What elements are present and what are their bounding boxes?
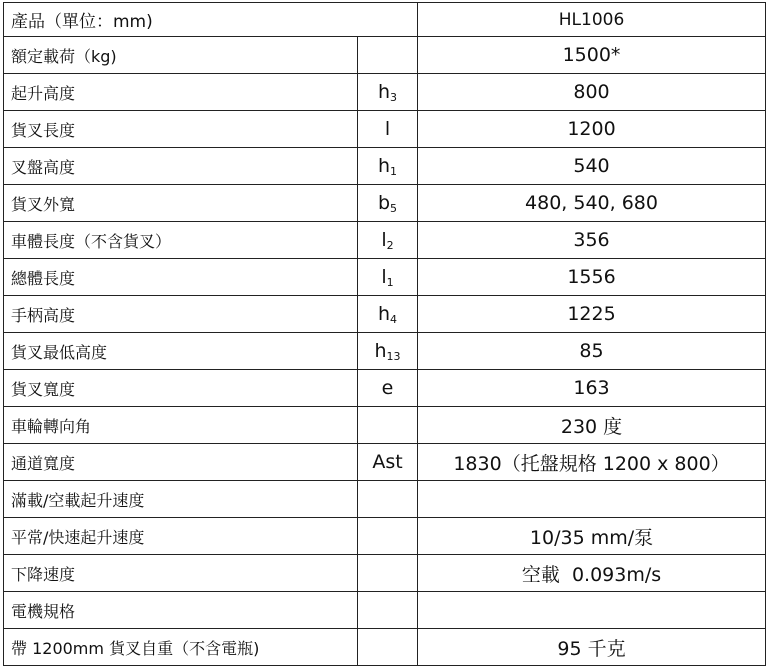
row-symbol xyxy=(358,518,418,555)
row-value xyxy=(418,481,766,518)
row-label: 起升高度 xyxy=(4,74,358,111)
header-row xyxy=(4,3,766,37)
spec-row xyxy=(4,592,766,629)
spec-row xyxy=(4,370,766,407)
spec-row xyxy=(4,37,766,74)
row-symbol xyxy=(358,481,418,518)
spec-row xyxy=(4,111,766,148)
row-label: 通道寬度 xyxy=(4,444,358,481)
spec-row xyxy=(4,222,766,259)
spec-row xyxy=(4,555,766,592)
row-value: 1500* xyxy=(418,37,766,74)
row-label: 帶 1200mm 貨叉自重（不含電瓶) xyxy=(4,629,358,666)
row-label: 電機規格 xyxy=(4,592,358,629)
row-value: 163 xyxy=(418,370,766,407)
spec-table xyxy=(3,2,766,666)
row-value: 1200 xyxy=(418,111,766,148)
row-symbol: $h_1$ xyxy=(358,148,418,185)
row-value: 540 xyxy=(418,148,766,185)
spec-row xyxy=(4,296,766,333)
row-label: 總體長度 xyxy=(4,259,358,296)
spec-row xyxy=(4,518,766,555)
row-value: 85 xyxy=(418,333,766,370)
row-symbol: $h_{13}$ xyxy=(358,333,418,370)
row-label: 貨叉長度 xyxy=(4,111,358,148)
spec-row xyxy=(4,444,766,481)
row-value: 10/35 mm/泵 xyxy=(418,518,766,555)
row-symbol: $b_5$ xyxy=(358,185,418,222)
row-label: 叉盤高度 xyxy=(4,148,358,185)
row-label: 車輪轉向角 xyxy=(4,407,358,444)
row-value: 95 千克 xyxy=(418,629,766,666)
row-symbol xyxy=(358,37,418,74)
spec-row xyxy=(4,333,766,370)
spec-row xyxy=(4,259,766,296)
row-symbol xyxy=(358,629,418,666)
row-label: 車體長度（不含貨叉） xyxy=(4,222,358,259)
row-value: 空載 0.093m/s xyxy=(418,555,766,592)
row-value xyxy=(418,592,766,629)
row-label: 手柄高度 xyxy=(4,296,358,333)
model-name: HL1006 xyxy=(418,3,766,37)
row-symbol xyxy=(358,592,418,629)
row-value: 1830（托盤規格 1200 x 800） xyxy=(418,444,766,481)
row-label: 貨叉外寬 xyxy=(4,185,358,222)
row-value: 480, 540, 680 xyxy=(418,185,766,222)
row-label: 下降速度 xyxy=(4,555,358,592)
row-symbol: $h_4$ xyxy=(358,296,418,333)
row-value: 1556 xyxy=(418,259,766,296)
row-symbol: $l_1$ xyxy=(358,259,418,296)
row-label: 貨叉最低高度 xyxy=(4,333,358,370)
row-symbol xyxy=(358,407,418,444)
row-value: 230 度 xyxy=(418,407,766,444)
spec-row xyxy=(4,481,766,518)
spec-row xyxy=(4,74,766,111)
row-value: 356 xyxy=(418,222,766,259)
row-label: 平常/快速起升速度 xyxy=(4,518,358,555)
header-label: 產品（單位：mm) xyxy=(4,3,418,37)
spec-row xyxy=(4,148,766,185)
row-symbol: l xyxy=(358,111,418,148)
row-value: 1225 xyxy=(418,296,766,333)
row-symbol: Ast xyxy=(358,444,418,481)
spec-row xyxy=(4,629,766,666)
row-symbol: e xyxy=(358,370,418,407)
row-label: 貨叉寬度 xyxy=(4,370,358,407)
row-symbol: $h_3$ xyxy=(358,74,418,111)
spec-row xyxy=(4,185,766,222)
row-value: 800 xyxy=(418,74,766,111)
row-symbol: $l_2$ xyxy=(358,222,418,259)
row-symbol xyxy=(358,555,418,592)
row-label: 滿載/空載起升速度 xyxy=(4,481,358,518)
row-label: 額定載荷（kg) xyxy=(4,37,358,74)
spec-row xyxy=(4,407,766,444)
